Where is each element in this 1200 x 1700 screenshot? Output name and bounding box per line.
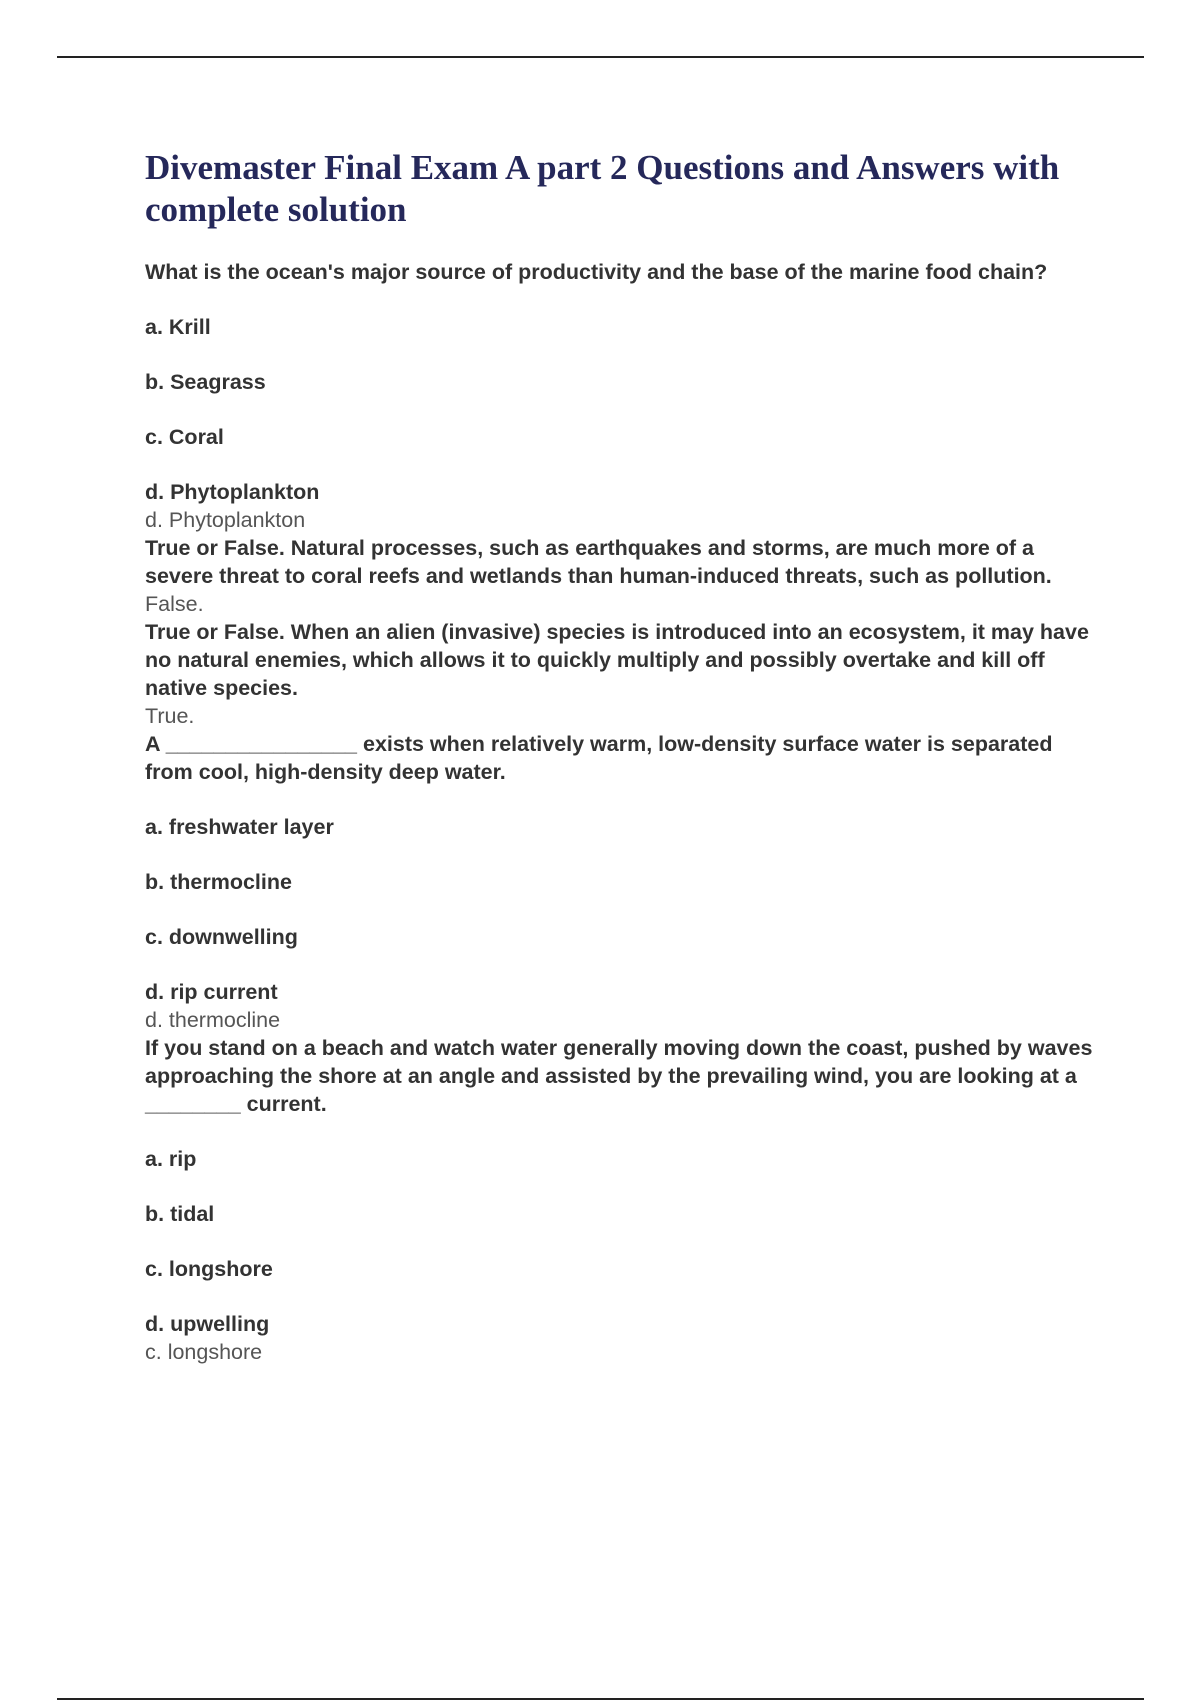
option: b. tidal	[145, 1202, 215, 1226]
answer-text: d. thermocline	[145, 1008, 281, 1032]
option: d. rip current	[145, 980, 278, 1004]
option: a. freshwater layer	[145, 815, 334, 839]
question-block	[145, 730, 1105, 1034]
question-block	[145, 534, 1105, 618]
option: d. Phytoplankton	[145, 480, 320, 504]
answer-text: d. Phytoplankton	[145, 508, 306, 532]
answer-text: True.	[145, 704, 195, 728]
option: a. rip	[145, 1147, 197, 1171]
top-rule	[57, 56, 1144, 58]
option: a. Krill	[145, 315, 211, 339]
option: c. downwelling	[145, 925, 298, 949]
question-block	[145, 258, 1105, 534]
option: b. thermocline	[145, 870, 292, 894]
question-text: If you stand on a beach and watch water generally moving down the coast, pushed by waves approaching the shore at an angle and assisted by the prevailing wind, you are looking at a ________ current.	[145, 1036, 1093, 1116]
question-text: True or False. When an alien (invasive) species is introduced into an ecosystem, it may have no natural enemies, which allows it to quickly multiply and possibly overtake and kill off native species.	[145, 620, 1089, 700]
answer-text: False.	[145, 592, 204, 616]
document-title: Divemaster Final Exam A part 2 Questions and Answers with complete solution	[145, 148, 1060, 229]
answer-text: c. longshore	[145, 1340, 263, 1364]
option: c. Coral	[145, 425, 224, 449]
question-block	[145, 618, 1105, 730]
question-text: True or False. Natural processes, such as earthquakes and storms, are much more of a severe threat to coral reefs and wetlands than human-induced threats, such as pollution.	[145, 536, 1052, 588]
option: c. longshore	[145, 1257, 273, 1281]
option: b. Seagrass	[145, 370, 266, 394]
question-text: A ________________ exists when relatively warm, low-density surface water is separated from cool, high-density deep water.	[145, 732, 1053, 784]
question-block	[145, 1034, 1105, 1366]
option: d. upwelling	[145, 1312, 270, 1336]
document-body	[145, 147, 1105, 1366]
question-text: What is the ocean's major source of productivity and the base of the marine food chain?	[145, 260, 1048, 284]
